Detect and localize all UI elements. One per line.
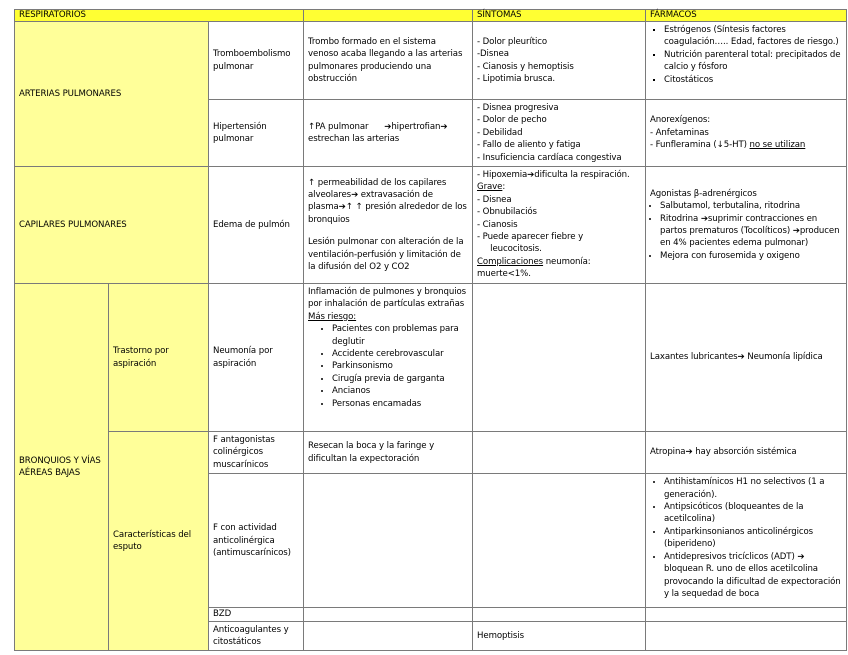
drugs-hipertension: [646, 100, 847, 167]
symptom-line: - Debilidad: [477, 127, 523, 138]
drug-title: Anorexígenos:: [650, 115, 711, 126]
drug-item: ▪ Estrógenos (Síntesis factores coagulación….. Edad, factores de riesgo.): [664, 24, 842, 49]
symptoms-neumonia-aspiracion: [473, 284, 646, 432]
drug-line: - Anfetaminas: [650, 127, 709, 138]
symptoms-anticoagulantes: Hemoptisis: [473, 621, 646, 651]
condition-anticolinergicos: F con actividad anticolinérgica (antimuscarínicos): [209, 474, 304, 608]
mechanism-bzd: [304, 608, 473, 621]
mechanism-antagonistas: Resecan la boca y la faringe y dificultan la expectoración: [304, 432, 473, 474]
drugs-edema: [646, 167, 847, 284]
drug-item: • Antiparkinsonianos anticolinérgicos (biperideno): [664, 526, 842, 551]
drugs-anticoagulantes: [646, 621, 847, 651]
drugs-antagonistas: Atropina➔ hay absorción sistémica: [646, 432, 847, 474]
symptom-line: - Disnea progresiva: [477, 103, 559, 113]
drug-line: [650, 139, 842, 151]
symptoms-edema: [473, 167, 646, 284]
symptom-line: leucocitosis.: [477, 244, 542, 255]
drug-note: no se utilizan: [749, 140, 806, 151]
mechanism-part: estrechan las arterias: [308, 134, 400, 145]
drug-item: ▪ Nutrición parenteral total: precipitados de calcio y fósforo: [664, 49, 842, 74]
risk-item: • Cirugía previa de garganta: [332, 373, 468, 385]
subcategory-aspiracion: Trastorno por aspiración: [109, 284, 209, 432]
symptoms-hipertension: [473, 100, 646, 167]
symptom-line: - Cianosis y hemoptisis: [477, 61, 574, 72]
header-farmacos: FÁRMACOS: [646, 10, 847, 22]
symptom-line: [477, 181, 641, 193]
symptoms-antagonistas: [473, 432, 646, 474]
condition-antagonistas: F antagonistas colinérgicos muscarínicos: [209, 432, 304, 474]
condition-anticoagulantes: Anticoagulantes y citostáticos: [209, 621, 304, 651]
drug-text: - Funfleramina (↓5-HT): [650, 140, 750, 151]
symptom-line: - Cianosis: [477, 219, 518, 230]
risk-item: • Ancianos: [332, 385, 468, 397]
symptom-line: - Lipotimia brusca.: [477, 73, 555, 84]
risk-item: • Accidente cerebrovascular: [332, 348, 468, 360]
mechanism-neumonia-aspiracion: [304, 284, 473, 432]
drug-item: • Antihistamínicos H1 no selectivos (1 a generación).: [664, 476, 842, 501]
row-edema: [15, 167, 847, 284]
mechanism-anticolinergicos: [304, 474, 473, 608]
symptom-line: muerte<1%.: [477, 269, 531, 280]
symptom-line: - Obnubilaciós: [477, 207, 537, 218]
header-row: [15, 10, 847, 22]
mechanism-part: Lesión pulmonar con alteración de la ventilación-perfusión y limitación de la difusión del O2 y CO2: [308, 237, 464, 273]
symptom-line: - Hipoxemia➔dificulta la respiración.: [477, 170, 630, 181]
respiratory-drug-table: [14, 9, 847, 651]
symptom-line: - Disnea: [477, 194, 512, 205]
symptoms-bzd: [473, 608, 646, 621]
symptom-line: - Puede aparecer fiebre y: [477, 232, 584, 243]
symptom-line: - Insuficiencia cardíaca congestiva: [477, 152, 622, 163]
drugs-tromboembolismo: [646, 22, 847, 100]
symptom-line: - Dolor pleurítico: [477, 36, 548, 47]
drugs-bzd: [646, 608, 847, 621]
condition-bzd: BZD: [209, 608, 304, 621]
subcategory-esputo: Características del esputo: [109, 432, 209, 651]
mechanism-part: ↑PA pulmonar: [308, 121, 369, 132]
row-neumonia-aspiracion: [15, 284, 847, 432]
spacer: [308, 226, 468, 236]
mechanism-part: ➔hipertrofian➔: [384, 121, 448, 132]
risk-item: • Parkinsonismo: [332, 360, 468, 372]
row-tromboembolismo: [15, 22, 847, 100]
drug-item: • Antipsicóticos (bloqueantes de la acetilcolina): [664, 501, 842, 526]
mechanism-part: ↑ permeabilidad de los capilares alveolares➔ extravasación de plasma➔↑ ↑ presión alrededor de los bronquios: [308, 177, 467, 225]
condition-hipertension: Hipertensión pulmonar: [209, 100, 304, 167]
symptoms-tromboembolismo: [473, 22, 646, 100]
drug-item: • Antidepresivos tricíclicos (ADT) ➔ bloquean R. uno de ellos acetilcolina provocando la dificultad de expectoración y la sequedad de boca: [664, 551, 842, 601]
category-bronquios: BRONQUIOS Y VÍAS AÉREAS BAJAS: [15, 284, 109, 651]
complications-label: Complicaciones: [477, 256, 544, 267]
header-respiratorios: RESPIRATORIOS: [15, 10, 304, 22]
mechanism-tromboembolismo: Trombo formado en el sistema venoso acaba llegando a las arterias pulmonares produciendo una obstrucción: [304, 22, 473, 100]
symptom-line: -Disnea: [477, 49, 509, 60]
severity-label: Grave: [477, 182, 503, 193]
risk-item: • Personas encamadas: [332, 398, 468, 410]
condition-neumonia-aspiracion: Neumonía por aspiración: [209, 284, 304, 432]
drug-item: ▪ Citostáticos: [664, 74, 842, 86]
symptoms-anticolinergicos: [473, 474, 646, 608]
drugs-anticolinergicos: [646, 474, 847, 608]
risk-item: • Pacientes con problemas para deglutir: [332, 323, 468, 348]
mechanism-anticoagulantes: [304, 621, 473, 651]
symptom-line: [477, 256, 641, 268]
mechanism-hipertension: [304, 100, 473, 167]
header-sintomas: SÍNTOMAS: [473, 10, 646, 22]
category-capilares-pulmonares: CAPILARES PULMONARES: [15, 167, 209, 284]
header-blank: [304, 10, 473, 22]
drug-item: • Salbutamol, terbutalina, ritodrina: [660, 200, 842, 212]
symptom-line: - Dolor de pecho: [477, 115, 547, 126]
drugs-neumonia-aspiracion: Laxantes lubricantes➔ Neumonía lipídica: [646, 284, 847, 432]
condition-tromboembolismo: Tromboembolismo pulmonar: [209, 22, 304, 100]
condition-edema: Edema de pulmón: [209, 167, 304, 284]
row-antagonistas: [15, 432, 847, 474]
mechanism-part: Inflamación de pulmones y bronquios por inhalación de partículas extrañas: [308, 287, 467, 310]
drug-title: Agonistas β-adrenérgicos: [650, 188, 757, 199]
category-arterias-pulmonares: ARTERIAS PULMONARES: [15, 22, 209, 167]
mechanism-edema: [304, 167, 473, 284]
drug-item: • Ritodrina ➔suprimir contracciones en partos prematuros (Tocolíticos) ➔producen en 4% pacientes edema pulmonar): [660, 213, 842, 250]
risk-title: Más riesgo:: [308, 311, 357, 322]
drug-item: • Mejora con furosemida y oxigeno: [660, 250, 842, 262]
symptom-line: - Fallo de aliento y fatiga: [477, 140, 581, 151]
complications-text: neumonía:: [543, 256, 591, 267]
colon: :: [502, 182, 506, 193]
